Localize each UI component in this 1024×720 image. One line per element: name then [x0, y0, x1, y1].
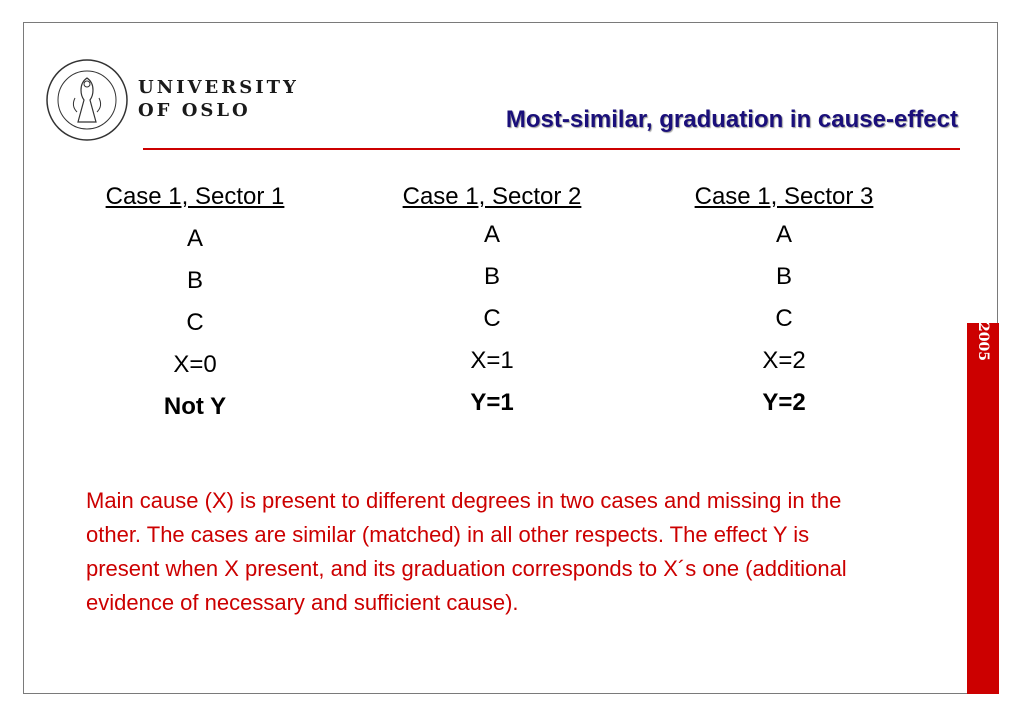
year-sidebar: [967, 323, 999, 694]
university-name-line1: UNIVERSITY: [138, 77, 299, 98]
explanation-text: Main cause (X) is present to different degrees in two cases and missing in the other. The cases are similar (matched) in all other respects. The effect Y is present when X present, and its graduation corresponds to X´s one (additional evidence of necessary and sufficient cause).: [86, 488, 847, 615]
slide-title: Most-similar, graduation in cause-effect: [505, 106, 958, 133]
case-column-2: [378, 180, 606, 424]
case-item: B: [186, 267, 203, 294]
university-seal-logo: [45, 58, 129, 142]
case-column-3: [670, 180, 898, 424]
case-item: X=2: [762, 347, 806, 374]
university-name: [138, 76, 299, 122]
case-column-1: [70, 180, 320, 428]
case-item: A: [186, 225, 203, 252]
case-result: Y=1: [470, 389, 514, 416]
year-label: 2005: [975, 322, 991, 361]
case-item: C: [483, 305, 501, 332]
case-heading: Case 1, Sector 2: [402, 183, 582, 210]
title-divider: [143, 148, 960, 150]
case-item: B: [483, 263, 500, 290]
case-heading: Case 1, Sector 1: [105, 183, 285, 210]
case-item: B: [775, 263, 792, 290]
case-item: X=0: [173, 351, 217, 378]
case-heading: Case 1, Sector 3: [694, 183, 874, 210]
case-item: X=1: [470, 347, 514, 374]
university-name-line2: OF OSLO: [138, 100, 251, 121]
case-item: A: [775, 221, 792, 248]
case-item: C: [775, 305, 793, 332]
case-item: A: [483, 221, 500, 248]
case-result: Not Y: [163, 393, 227, 420]
case-item: C: [186, 309, 204, 336]
case-result: Y=2: [762, 389, 806, 416]
